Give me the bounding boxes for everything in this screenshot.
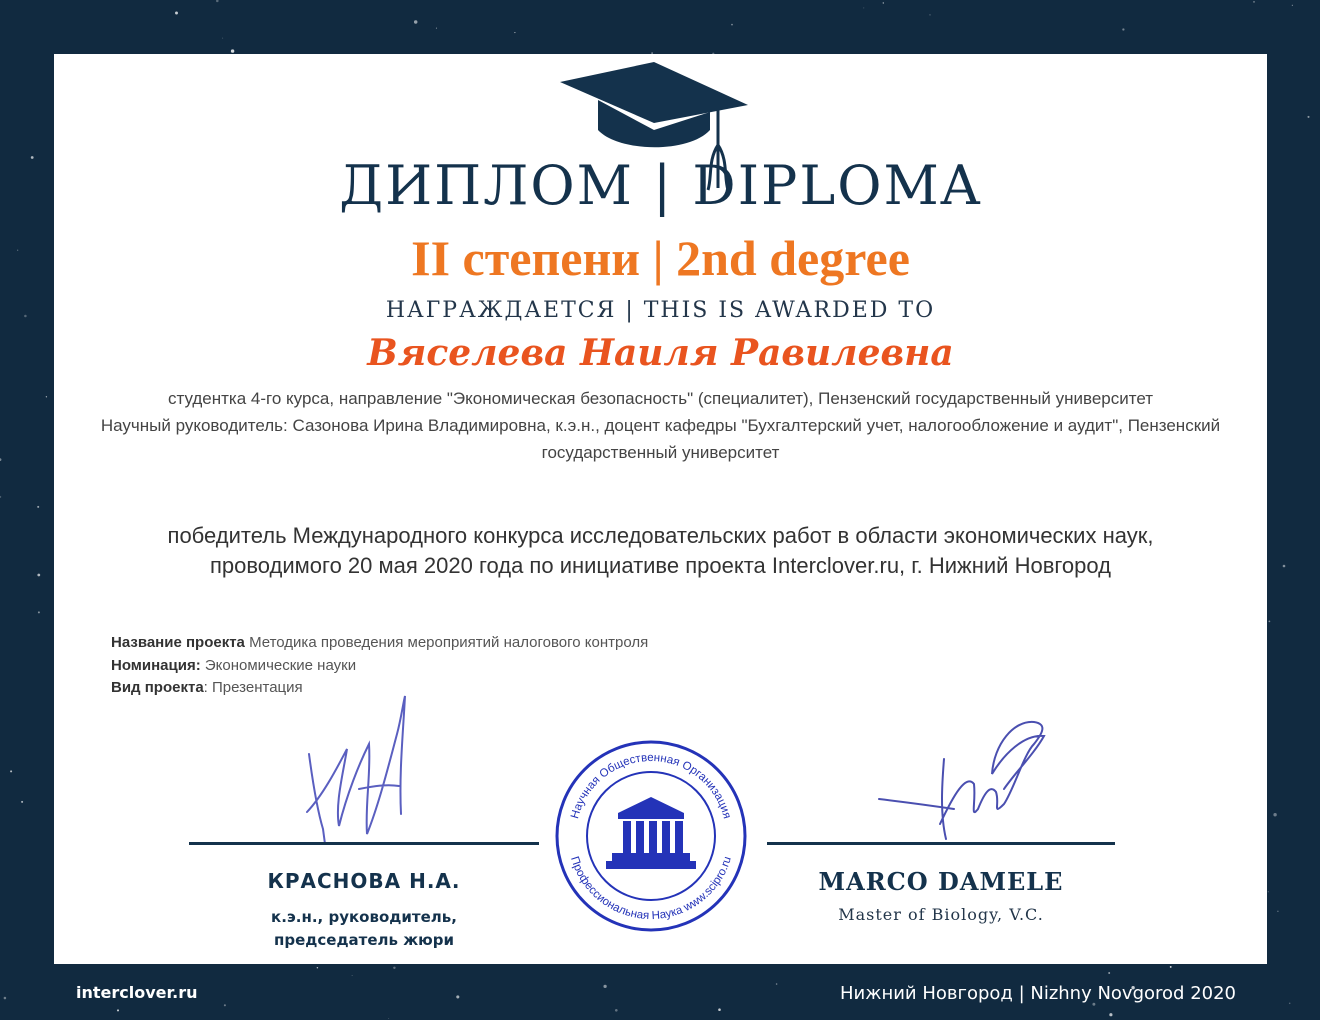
- project-name-row: [111, 632, 648, 655]
- star-dot: [1269, 621, 1271, 623]
- star-dot: [1307, 116, 1309, 118]
- star-dot: [514, 32, 515, 33]
- recipient-name: Вяселева Наиля Равилевна: [367, 332, 954, 374]
- project-details: [111, 632, 648, 700]
- nomination-label: Номинация:: [111, 656, 201, 674]
- left-signature-line: [189, 842, 539, 845]
- star-dot: [414, 20, 417, 23]
- project-name-value: Методика проведения мероприятий налогового контроля: [249, 634, 649, 651]
- right-signatory-role: Master of Biology, V.C.: [838, 905, 1044, 924]
- star-dot: [883, 2, 884, 3]
- star-dot: [1289, 1003, 1291, 1005]
- star-dot: [615, 1009, 618, 1012]
- project-type-label: Вид проекта: [111, 679, 204, 696]
- star-dot: [117, 1009, 119, 1011]
- left-signatory-role: [189, 906, 539, 952]
- star-dot: [1268, 891, 1269, 892]
- star-dot: [21, 801, 23, 803]
- star-dot: [863, 7, 864, 8]
- star-dot: [603, 985, 606, 988]
- footer-website: interclover.ru: [76, 983, 198, 1002]
- right-signatory-name: MARCO DAMELE: [818, 867, 1064, 896]
- star-dot: [776, 983, 778, 985]
- star-dot: [317, 967, 318, 968]
- star-dot: [38, 611, 40, 613]
- star-dot: [1108, 972, 1110, 974]
- left-signature: [299, 694, 414, 844]
- nomination-row: [111, 655, 648, 678]
- star-dot: [1277, 911, 1278, 912]
- star-dot: [731, 24, 733, 26]
- star-dot: [222, 38, 223, 39]
- star-dot: [1109, 1013, 1112, 1016]
- project-name-label: Название проекта: [111, 634, 245, 651]
- star-dot: [929, 14, 930, 15]
- star-dot: [37, 574, 40, 577]
- awarded-to-label: НАГРАЖДАЕТСЯ | THIS IS AWARDED TO: [385, 298, 936, 323]
- seal-text-top: Научная Общественная Организация: [569, 751, 733, 821]
- nomination-value: Экономические науки: [204, 656, 357, 674]
- star-dot: [17, 250, 18, 251]
- left-role-line2: председатель жюри: [273, 931, 454, 949]
- star-dot: [175, 12, 178, 15]
- project-type-row: Вид проекта: Презентация: [111, 679, 303, 696]
- footer-location: Нижний Новгород | Nizhny Novgorod 2020: [840, 983, 1236, 1004]
- star-dot: [46, 396, 47, 397]
- star-dot: [718, 1008, 721, 1011]
- building-icon: [606, 797, 696, 869]
- star-dot: [393, 967, 395, 969]
- star-dot: [24, 315, 27, 318]
- star-dot: [456, 995, 459, 998]
- seal-text-bottom: Профессиональная Наука www.scipro.ru: [567, 855, 734, 923]
- right-signature-line: [767, 842, 1115, 845]
- star-dot: [10, 770, 12, 772]
- star-dot: [388, 1018, 389, 1019]
- star-dot: [37, 506, 39, 508]
- star-dot: [1283, 565, 1286, 568]
- star-dot: [216, 0, 219, 2]
- student-info: студентка 4-го курса, направление "Экономическая безопасность" (специалитет), Пензенский государственный университет: [167, 389, 1154, 408]
- star-dot: [1253, 1, 1255, 3]
- right-signature: [874, 714, 1049, 844]
- star-dot: [31, 156, 34, 159]
- left-role-line1: к.э.н., руководитель,: [271, 908, 457, 926]
- star-dot: [1122, 28, 1124, 30]
- supervisor-info: Научный руководитель: Сазонова Ирина Владимировна, к.э.н., доцент кафедры "Бухгалтерский учет, налогообложение и аудит", Пензенский государственный университет: [100, 416, 1221, 462]
- star-dot: [231, 49, 234, 52]
- recipient-description: [74, 385, 1247, 466]
- star-dot: [4, 997, 7, 1000]
- project-type-value: Презентация: [212, 679, 303, 696]
- star-dot: [352, 975, 353, 976]
- organization-seal: [554, 739, 748, 933]
- star-dot: [1273, 813, 1276, 816]
- star-dot: [0, 496, 1, 498]
- diploma-title: ДИПЛОМ | DIPLOMA: [339, 154, 982, 217]
- achievement-text: победитель Международного конкурса исследовательских работ в области экономических наук, проводимого 20 мая 2020 года по инициативе проекта Interclover.ru, г. Нижний Новгород: [167, 523, 1154, 578]
- star-dot: [0, 458, 1, 461]
- degree-title: II степени | 2nd degree: [411, 230, 910, 286]
- star-dot: [1292, 5, 1293, 6]
- star-dot: [436, 28, 437, 29]
- left-signatory-name: КРАСНОВА Н.А.: [267, 869, 461, 893]
- star-dot: [224, 1004, 226, 1006]
- diploma-sheet: [54, 54, 1267, 964]
- star-dot: [1170, 966, 1172, 968]
